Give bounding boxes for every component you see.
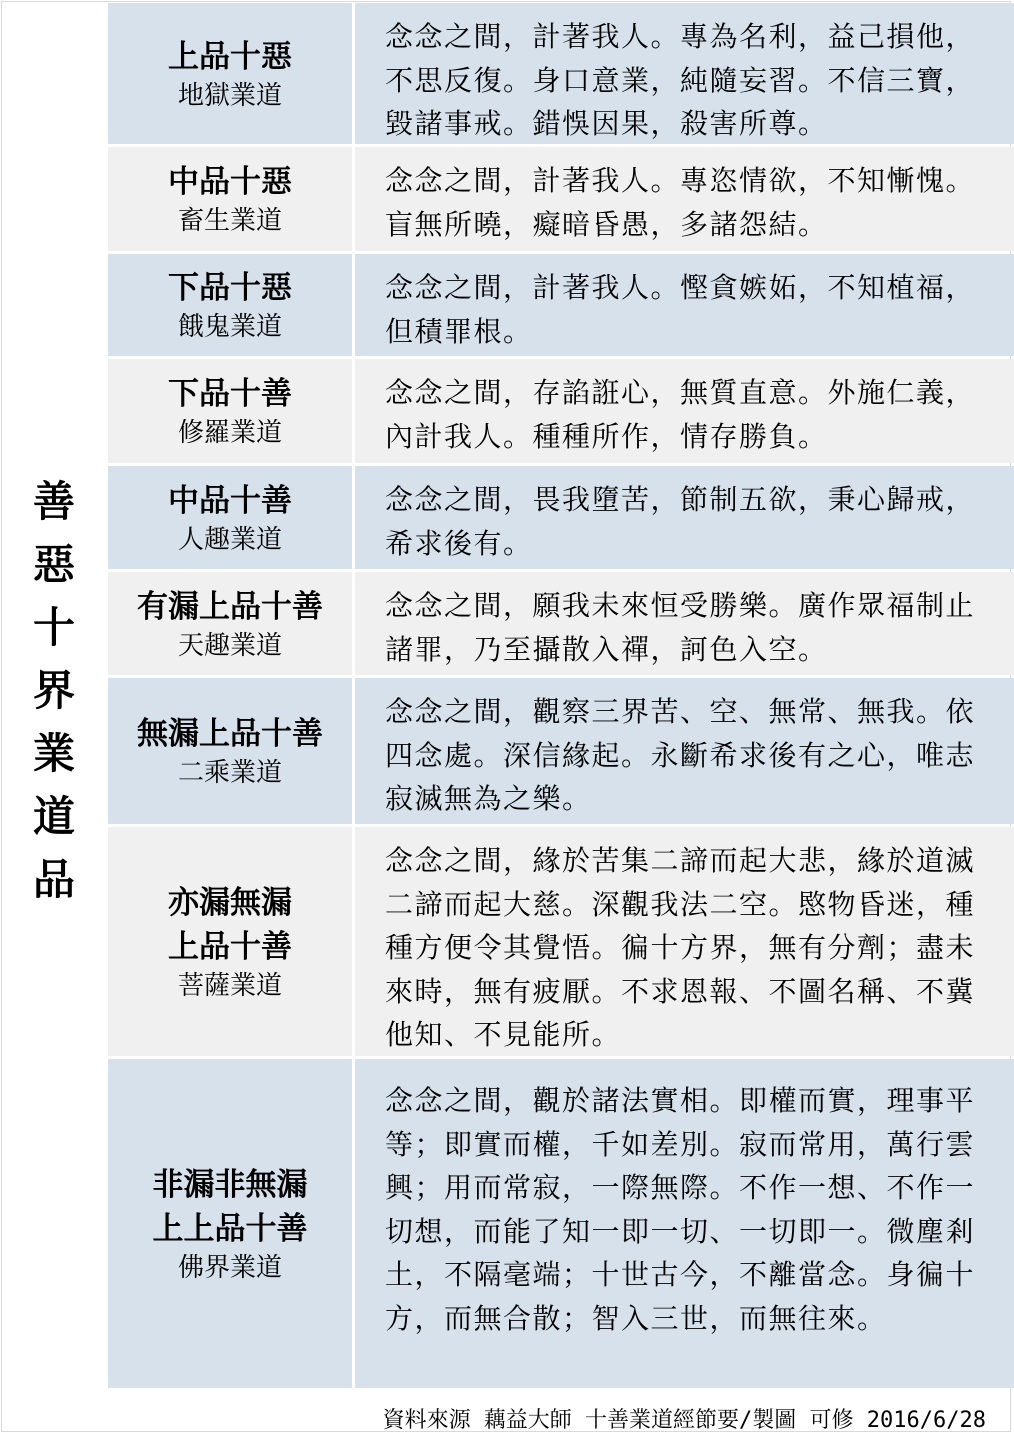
realm-label-cell — [108, 1059, 352, 1388]
realm-name: 畜生業道 — [177, 206, 282, 236]
realm-name: 天趣業道 — [177, 630, 282, 661]
precept-level: 中品十善 — [168, 482, 292, 519]
realm-name: 菩薩業道 — [177, 970, 282, 1001]
vertical-title — [26, 470, 82, 911]
realm-name: 二乘業道 — [177, 758, 282, 788]
realm-label-cell — [108, 254, 352, 356]
realm-label-cell — [108, 359, 352, 463]
realm-label-cell — [108, 572, 352, 675]
title-char: 惡 — [32, 540, 75, 589]
table-row — [108, 254, 1014, 356]
table-row — [108, 678, 1014, 824]
title-char: 品 — [32, 855, 75, 904]
precept-level: 下品十惡 — [168, 270, 292, 306]
table-row — [108, 147, 1014, 251]
precept-level: 亦漏無漏 上品十善 — [168, 884, 292, 965]
precept-level: 無漏上品十善 — [137, 716, 323, 752]
title-char: 道 — [32, 792, 75, 841]
realm-label-cell — [108, 678, 352, 824]
realm-name: 佛界業道 — [177, 1252, 282, 1283]
realm-description: 念念之間，觀於諸法實相。即權而實，理事平等；即實而權，千如差別。寂而常用，萬行雲興；用而常寂，一際無際。不作一想、不作一切想，而能了知一即一切、一切即一。微塵剎土，不隔毫端；十世古今，不離當念。身徧十方，而無合散；智入三世，而無往來。 — [355, 1059, 1014, 1388]
realm-description: 念念之間，觀察三界苦、空、無常、無我。依四念處。深信緣起。永斷希求後有之心，唯志寂滅無為之樂。 — [355, 678, 1014, 824]
precept-level: 非漏非無漏 上上品十善 — [152, 1166, 308, 1247]
table-row — [108, 466, 1014, 569]
table-row — [108, 827, 1014, 1056]
precept-level: 上品十惡 — [168, 38, 292, 75]
realm-description: 念念之間，畏我墮苦，節制五欲，秉心歸戒，希求後有。 — [355, 466, 1014, 569]
realm-description: 念念之間，緣於苦集二諦而起大悲，緣於道滅二諦而起大慈。深觀我法二空。愍物昏迷，種種方便令其覺悟。徧十方界，無有分劑；盡未來時，無有疲厭。不求恩報、不圖名稱、不冀他知、不見能所。 — [355, 827, 1014, 1056]
realm-label-cell — [108, 827, 352, 1056]
realm-name: 人趣業道 — [177, 524, 282, 555]
realm-name: 修羅業道 — [177, 418, 282, 448]
title-char: 善 — [32, 477, 75, 526]
table-row — [108, 3, 1014, 144]
source-credit: 資料來源 藕益大師 十善業道經節要/製圖 可修 2016/6/28 — [382, 1408, 986, 1433]
table-row — [108, 1059, 1014, 1388]
realm-label-cell — [108, 3, 352, 144]
table-row — [108, 572, 1014, 675]
precept-level: 有漏上品十善 — [137, 588, 323, 625]
realm-description: 念念之間，願我未來恒受勝樂。廣作眾福制止諸罪，乃至攝散入禪，訶色入空。 — [355, 572, 1014, 675]
precept-level: 下品十善 — [168, 376, 292, 412]
title-char: 業 — [32, 729, 75, 778]
title-char: 界 — [32, 666, 75, 715]
table-row — [108, 359, 1014, 463]
realm-description: 念念之間，計著我人。慳貪嫉妬，不知植福，但積罪根。 — [355, 254, 1014, 356]
realm-description: 念念之間，計著我人。專恣情欲，不知慚愧。盲無所曉，癡暗昏愚，多諸怨結。 — [355, 147, 1014, 251]
precept-level: 中品十惡 — [168, 164, 292, 200]
realm-name: 地獄業道 — [177, 80, 282, 111]
realm-label-cell — [108, 147, 352, 251]
realm-name: 餓鬼業道 — [177, 312, 282, 342]
realm-label-cell — [108, 466, 352, 569]
realm-description: 念念之間，計著我人。專為名利，益己損他，不思反復。身口意業，純隨妄習。不信三寶，毀諸事戒。錯悞因果，殺害所尊。 — [355, 3, 1014, 144]
realm-description: 念念之間，存諂誑心，無質直意。外施仁義，內計我人。種種所作，情存勝負。 — [355, 359, 1014, 463]
title-char: 十 — [32, 603, 75, 652]
